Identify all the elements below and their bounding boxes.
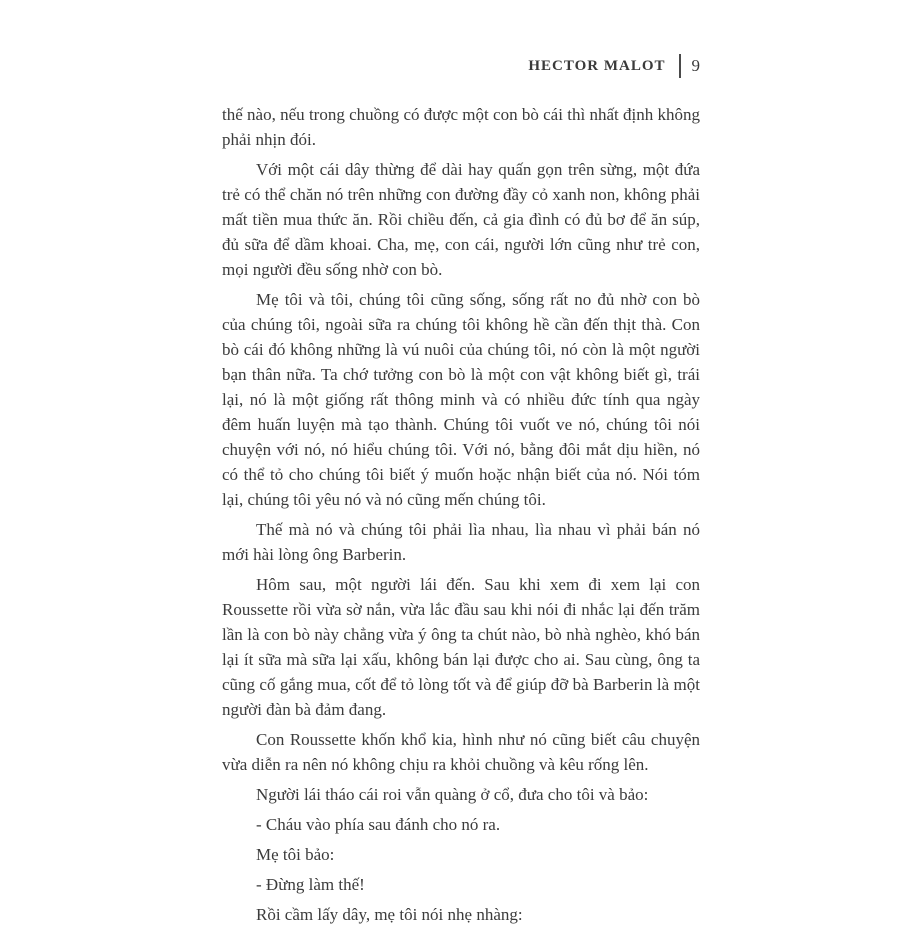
page-number: 9 <box>691 56 700 75</box>
paragraph: Con Roussette khốn khổ kia, hình như nó cũng biết câu chuyện vừa diễn ra nên nó không chịu ra khỏi chuồng và kêu rống lên. <box>222 730 700 774</box>
paragraph: Rồi cầm lấy dây, mẹ tôi nói nhẹ nhàng: <box>256 905 523 924</box>
paragraph-dialogue: - Cháu vào phía sau đánh cho nó ra. <box>256 815 501 834</box>
page-body <box>222 102 700 927</box>
book-page <box>222 0 700 932</box>
page-header <box>222 54 700 78</box>
paragraph-continuation: thế nào, nếu trong chuồng có được một con bò cái thì nhất định không phải nhịn đói. <box>222 105 700 149</box>
paragraph: Thế mà nó và chúng tôi phải lìa nhau, lìa nhau vì phải bán nó mới hài lòng ông Barberin. <box>222 520 700 564</box>
header-divider <box>679 54 681 78</box>
paragraph: Mẹ tôi bảo: <box>256 845 335 864</box>
paragraph: Người lái tháo cái roi vẫn quàng ở cổ, đưa cho tôi và bảo: <box>256 785 649 804</box>
paragraph: Hôm sau, một người lái đến. Sau khi xem đi xem lại con Roussette rồi vừa sờ nắn, vừa lắc đầu sau khi nói đi nhắc lại đến trăm lần là con bò này chẳng vừa ý ông ta chút nào, bò nhà nghèo, khó bán lại ít sữa mà sữa lại xấu, không bán lại được cho ai. Sau cùng, ông ta cũng cố gắng mua, cốt để tỏ lòng tốt và để giúp đỡ bà Barberin là một người đàn bà đảm đang. <box>222 575 700 719</box>
paragraph: Với một cái dây thừng để dài hay quấn gọn trên sừng, một đứa trẻ có thể chăn nó trên những con đường đầy cỏ xanh non, không phải mất tiền mua thức ăn. Rồi chiều đến, cả gia đình có đủ bơ để ăn súp, đủ sữa để dầm khoai. Cha, mẹ, con cái, người lớn cũng như trẻ con, mọi người đều sống nhờ con bò. <box>222 160 700 279</box>
author-name: HECTOR MALOT <box>528 57 666 74</box>
paragraph-dialogue: - Đừng làm thế! <box>256 875 365 894</box>
paragraph: Mẹ tôi và tôi, chúng tôi cũng sống, sống rất no đủ nhờ con bò của chúng tôi, ngoài sữa ra chúng tôi không hề cần đến thịt thà. Con bò cái đó không những là vú nuôi của chúng tôi, nó còn là một người bạn thân nữa. Ta chớ tưởng con bò là một con vật không biết gì, trái lại, nó là một giống rất thông minh và có nhiều đức tính qua ngày đêm huấn luyện mà tạo thành. Chúng tôi vuốt ve nó, chúng tôi nói chuyện với nó, nó hiểu chúng tôi. Với nó, bằng đôi mắt dịu hiền, nó có thể tỏ cho chúng tôi biết ý muốn hoặc nhận biết của nó. Nói tóm lại, chúng tôi yêu nó và nó cũng mến chúng tôi. <box>222 290 700 509</box>
